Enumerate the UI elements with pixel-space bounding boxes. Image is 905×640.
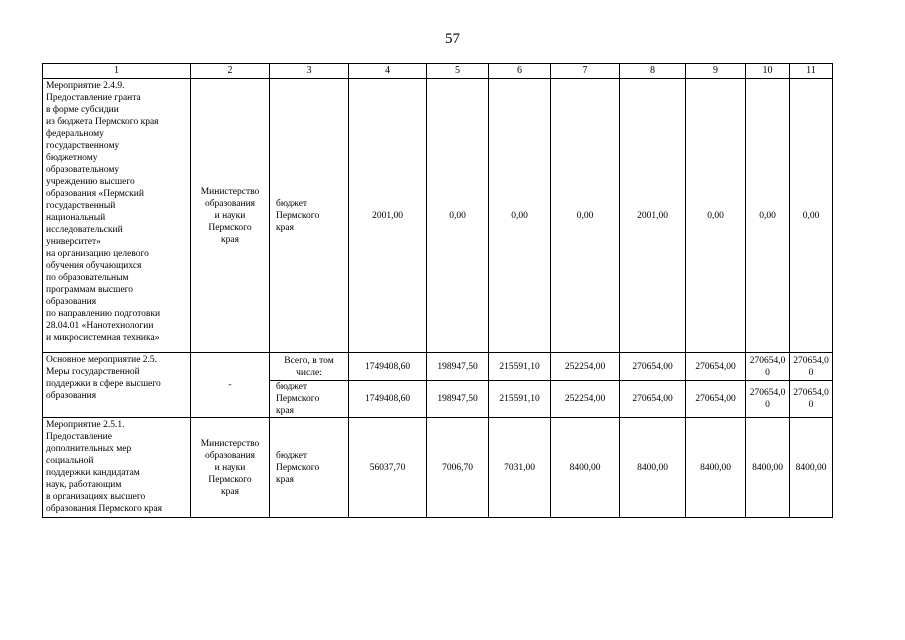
value-cell: 215591,10 (489, 381, 551, 418)
header-cell: 9 (686, 64, 746, 79)
table-row (43, 353, 833, 381)
funding-source-cell: Всего, в том числе: (270, 353, 349, 381)
value-cell: 2001,00 (620, 79, 686, 353)
value-cell: 270654,00 (790, 381, 833, 418)
header-cell: 3 (270, 64, 349, 79)
measure-description: Мероприятие 2.5.1. Предоставление дополнительных мер социальной поддержки кандидатам наук, работающим в организациях высшего образования Пермского края (43, 418, 191, 518)
executor-cell: Министерство образования и науки Пермского края (191, 79, 270, 353)
value-cell: 252254,00 (551, 353, 620, 381)
value-cell: 8400,00 (790, 418, 833, 518)
value-cell: 7006,70 (427, 418, 489, 518)
value-cell: 270654,00 (686, 381, 746, 418)
header-cell: 6 (489, 64, 551, 79)
header-cell: 5 (427, 64, 489, 79)
header-cell: 8 (620, 64, 686, 79)
value-cell: 0,00 (551, 79, 620, 353)
executor-cell: Министерство образования и науки Пермского края (191, 418, 270, 518)
value-cell: 270654,00 (620, 381, 686, 418)
header-cell: 10 (746, 64, 790, 79)
header-cell: 7 (551, 64, 620, 79)
value-cell: 56037,70 (349, 418, 427, 518)
funding-source-cell: бюджет Пермского края (270, 79, 349, 353)
value-cell: 198947,50 (427, 353, 489, 381)
value-cell: 0,00 (427, 79, 489, 353)
value-cell: 8400,00 (620, 418, 686, 518)
header-cell: 1 (43, 64, 191, 79)
value-cell: 270654,00 (686, 353, 746, 381)
budget-table (42, 63, 833, 518)
value-cell: 1749408,60 (349, 353, 427, 381)
executor-cell: - (191, 353, 270, 418)
value-cell: 0,00 (686, 79, 746, 353)
header-cell: 2 (191, 64, 270, 79)
funding-source-cell: бюджет Пермского края (270, 418, 349, 518)
value-cell: 270654,00 (746, 381, 790, 418)
value-cell: 1749408,60 (349, 381, 427, 418)
value-cell: 7031,00 (489, 418, 551, 518)
value-cell: 0,00 (790, 79, 833, 353)
page-number: 57 (445, 31, 460, 47)
value-cell: 270654,00 (746, 353, 790, 381)
header-cell: 11 (790, 64, 833, 79)
value-cell: 8400,00 (551, 418, 620, 518)
table-row (43, 79, 833, 353)
value-cell: 198947,50 (427, 381, 489, 418)
value-cell: 0,00 (489, 79, 551, 353)
value-cell: 0,00 (746, 79, 790, 353)
value-cell: 252254,00 (551, 381, 620, 418)
table-row (43, 418, 833, 518)
value-cell: 270654,00 (620, 353, 686, 381)
measure-description: Основное мероприятие 2.5. Меры государственной поддержки в сфере высшего образования (43, 353, 191, 418)
header-row (43, 64, 833, 79)
value-cell: 8400,00 (686, 418, 746, 518)
value-cell: 8400,00 (746, 418, 790, 518)
value-cell: 2001,00 (349, 79, 427, 353)
value-cell: 270654,00 (790, 353, 833, 381)
value-cell: 215591,10 (489, 353, 551, 381)
measure-description: Мероприятие 2.4.9. Предоставление гранта в форме субсидии из бюджета Пермского края федеральному государственному бюджетному образовательному учреждению высшего образования «Пермский государственный национальный исследовательский университет» на организацию целевого обучения обучающихся по образовательным программам высшего образования по направлению подготовки 28.04.01 «Нанотехнологии и микросистемная техника» (43, 79, 191, 353)
funding-source-cell: бюджет Пермского края (270, 381, 349, 418)
header-cell: 4 (349, 64, 427, 79)
